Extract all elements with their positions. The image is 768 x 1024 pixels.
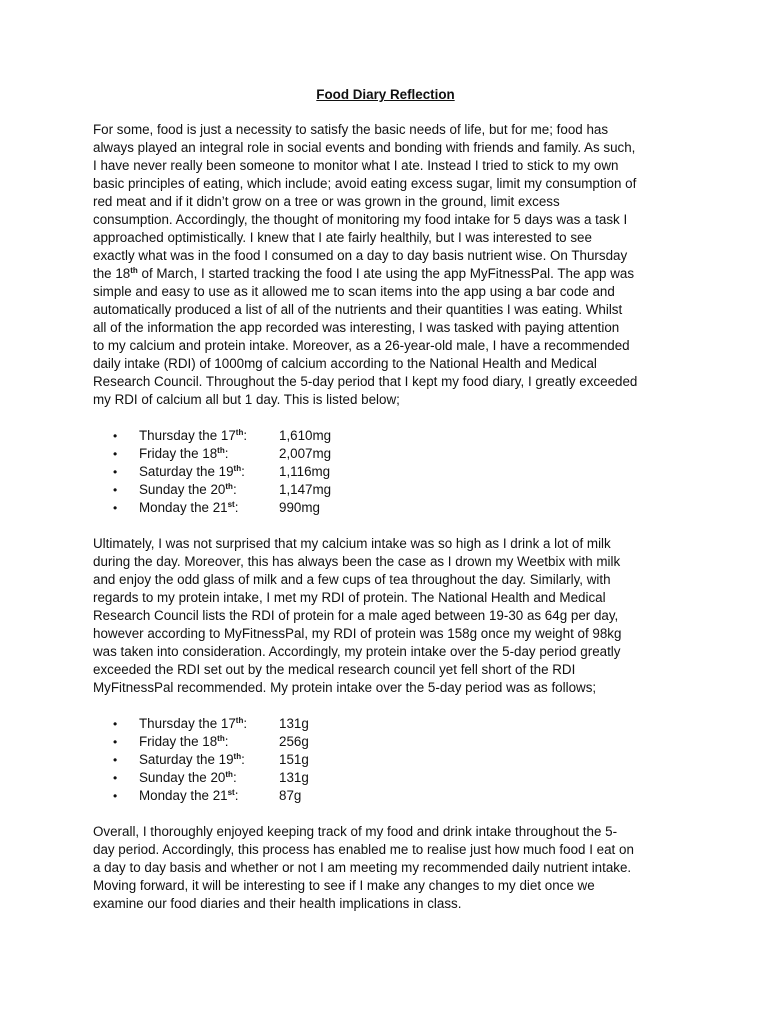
paragraph-line: always played an integral role in social events and bonding with friends and family. As such, [93, 140, 636, 155]
list-value: 256g [279, 734, 309, 749]
conclusion-paragraph [93, 823, 678, 913]
list-item [93, 733, 678, 751]
day-label: Thursday the 17 [139, 716, 236, 731]
ordinal-suffix: th [225, 482, 233, 491]
list-value: 2,007mg [279, 446, 332, 461]
paragraph-line: For some, food is just a necessity to satisfy the basic needs of life, but for me; food has [93, 122, 609, 137]
list-item [93, 481, 678, 499]
list-day [139, 481, 237, 499]
day-colon: : [234, 788, 239, 803]
list-item [93, 445, 678, 463]
list-day [139, 733, 228, 751]
day-colon: : [232, 770, 237, 785]
day-colon: : [241, 752, 245, 767]
paragraph-line [93, 265, 678, 283]
paragraph-line: I have never really been someone to monitor what I ate. Instead I tried to stick to my own [93, 158, 619, 173]
paragraph-line: basic principles of eating, which include; avoid eating excess sugar, limit my consumption of [93, 176, 637, 191]
paragraph-line: MyFitnessPal recommended. My protein intake over the 5-day period was as follows; [93, 680, 597, 695]
day-label: Monday the 21 [139, 500, 228, 515]
paragraph-line: red meat and if it didn’t grow on a tree or was grown in the ground, limit excess [93, 194, 560, 209]
day-label: Sunday the 20 [139, 482, 226, 497]
day-colon: : [243, 428, 248, 443]
protein-intake-list [93, 715, 678, 805]
paragraph-line: regards to my protein intake, I met my RDI of protein. The National Health and Medical [93, 590, 606, 605]
ordinal-suffix: st [227, 788, 235, 797]
paragraph-line: during the day. Moreover, this has always been the case as I drown my Weetbix with milk [93, 554, 621, 569]
list-day [139, 499, 238, 517]
intro-paragraph [93, 121, 678, 409]
ordinal-suffix: st [227, 500, 235, 509]
list-day [139, 787, 238, 805]
paragraph-line: Ultimately, I was not surprised that my calcium intake was so high as I drink a lot of milk [93, 536, 611, 551]
day-colon: : [232, 482, 237, 497]
day-colon: : [243, 716, 248, 731]
middle-paragraph [93, 535, 678, 697]
day-label: Saturday the 19 [139, 752, 234, 767]
bullet-icon: • [113, 447, 118, 461]
line-text: of March, I started tracking the food I ate using the app MyFitnessPal. The app was [137, 266, 635, 281]
bullet-icon: • [113, 501, 118, 515]
paragraph-line: daily intake (RDI) of 1000mg of calcium according to the National Health and Medical [93, 356, 597, 371]
paragraph-line: consumption. Accordingly, the thought of monitoring my food intake for 5 days was a task I [93, 212, 628, 227]
paragraph-line: Research Council lists the RDI of protein for a male aged between 19-30 as 64g per day, [93, 608, 619, 623]
paragraph-line: Research Council. Throughout the 5-day period that I kept my food diary, I greatly exceeded [93, 374, 638, 389]
list-value: 151g [279, 752, 309, 767]
day-colon: : [224, 734, 229, 749]
paragraph-line: was taken into consideration. Accordingly, my protein intake over the 5-day period greatly [93, 644, 621, 659]
ordinal-suffix: th [217, 734, 225, 743]
list-day [139, 769, 237, 787]
paragraph-line: automatically produced a list of all of the nutrients and their quantities I was eating. Whilst [93, 302, 623, 317]
paragraph-line: to my calcium and protein intake. Moreover, as a 26-year-old male, I have a recommended [93, 338, 630, 353]
line-text: the 18 [93, 266, 131, 281]
list-day [139, 463, 245, 481]
calcium-intake-list [93, 427, 678, 517]
bullet-icon: • [113, 735, 118, 749]
list-item [93, 499, 678, 517]
bullet-icon: • [113, 429, 118, 443]
bullet-icon: • [113, 717, 118, 731]
paragraph-line: simple and easy to use as it allowed me to scan items into the app using a bar code and [93, 284, 615, 299]
bullet-icon: • [113, 789, 118, 803]
paragraph-line: Overall, I thoroughly enjoyed keeping track of my food and drink intake throughout the 5- [93, 824, 618, 839]
bullet-icon: • [113, 465, 118, 479]
list-value: 1,147mg [279, 482, 332, 497]
paragraph-line: a day to day basis and whether or not I am meeting my recommended daily nutrient intake. [93, 860, 632, 875]
ordinal-suffix: th [235, 428, 244, 437]
paragraph-line: exactly what was in the food I consumed on a day to day basis nutrient wise. On Thursday [93, 248, 628, 263]
paragraph-line: examine our food diaries and their health implications in class. [93, 896, 462, 911]
document-title: Food Diary Reflection [316, 87, 455, 102]
paragraph-line: exceeded the RDI set out by the medical research council yet fell short of the RDI [93, 662, 576, 677]
document-body [93, 86, 678, 913]
day-label: Friday the 18 [139, 734, 218, 749]
ordinal-suffix: th [130, 266, 138, 275]
day-label: Monday the 21 [139, 788, 228, 803]
bullet-icon: • [113, 753, 118, 767]
list-day [139, 715, 247, 733]
paragraph-line: day period. Accordingly, this process has enabled me to realise just how much food I eat on [93, 842, 634, 857]
day-colon: : [241, 464, 245, 479]
ordinal-suffix: th [235, 716, 244, 725]
day-label: Friday the 18 [139, 446, 218, 461]
list-item [93, 715, 678, 733]
day-label: Sunday the 20 [139, 770, 226, 785]
list-value: 1,116mg [279, 464, 331, 479]
list-day [139, 427, 247, 445]
bullet-icon: • [113, 483, 118, 497]
list-item [93, 427, 678, 445]
list-item [93, 751, 678, 769]
list-item [93, 463, 678, 481]
paragraph-line: all of the information the app recorded was interesting, I was tasked with paying attention [93, 320, 620, 335]
paragraph-line: and enjoy the odd glass of milk and a few cups of tea throughout the day. Similarly, with [93, 572, 611, 587]
list-value: 131g [279, 716, 309, 731]
ordinal-suffix: th [233, 752, 242, 761]
ordinal-suffix: th [225, 770, 233, 779]
list-value: 131g [279, 770, 309, 785]
day-label: Saturday the 19 [139, 464, 234, 479]
paragraph-line: however according to MyFitnessPal, my RDI of protein was 158g once my weight of 98kg [93, 626, 622, 641]
paragraph-line: approached optimistically. I knew that I ate fairly healthily, but I was interested to see [93, 230, 592, 245]
paragraph-line: my RDI of calcium all but 1 day. This is listed below; [93, 392, 400, 407]
list-item [93, 769, 678, 787]
list-value: 87g [279, 788, 302, 803]
day-colon: : [224, 446, 229, 461]
paragraph-line: Moving forward, it will be interesting to see if I make any changes to my diet once we [93, 878, 595, 893]
list-item [93, 787, 678, 805]
list-day [139, 445, 228, 463]
list-value: 990mg [279, 500, 320, 515]
list-day [139, 751, 245, 769]
day-colon: : [234, 500, 239, 515]
day-label: Thursday the 17 [139, 428, 236, 443]
ordinal-suffix: th [217, 446, 225, 455]
bullet-icon: • [113, 771, 118, 785]
list-value: 1,610mg [279, 428, 332, 443]
ordinal-suffix: th [233, 464, 242, 473]
